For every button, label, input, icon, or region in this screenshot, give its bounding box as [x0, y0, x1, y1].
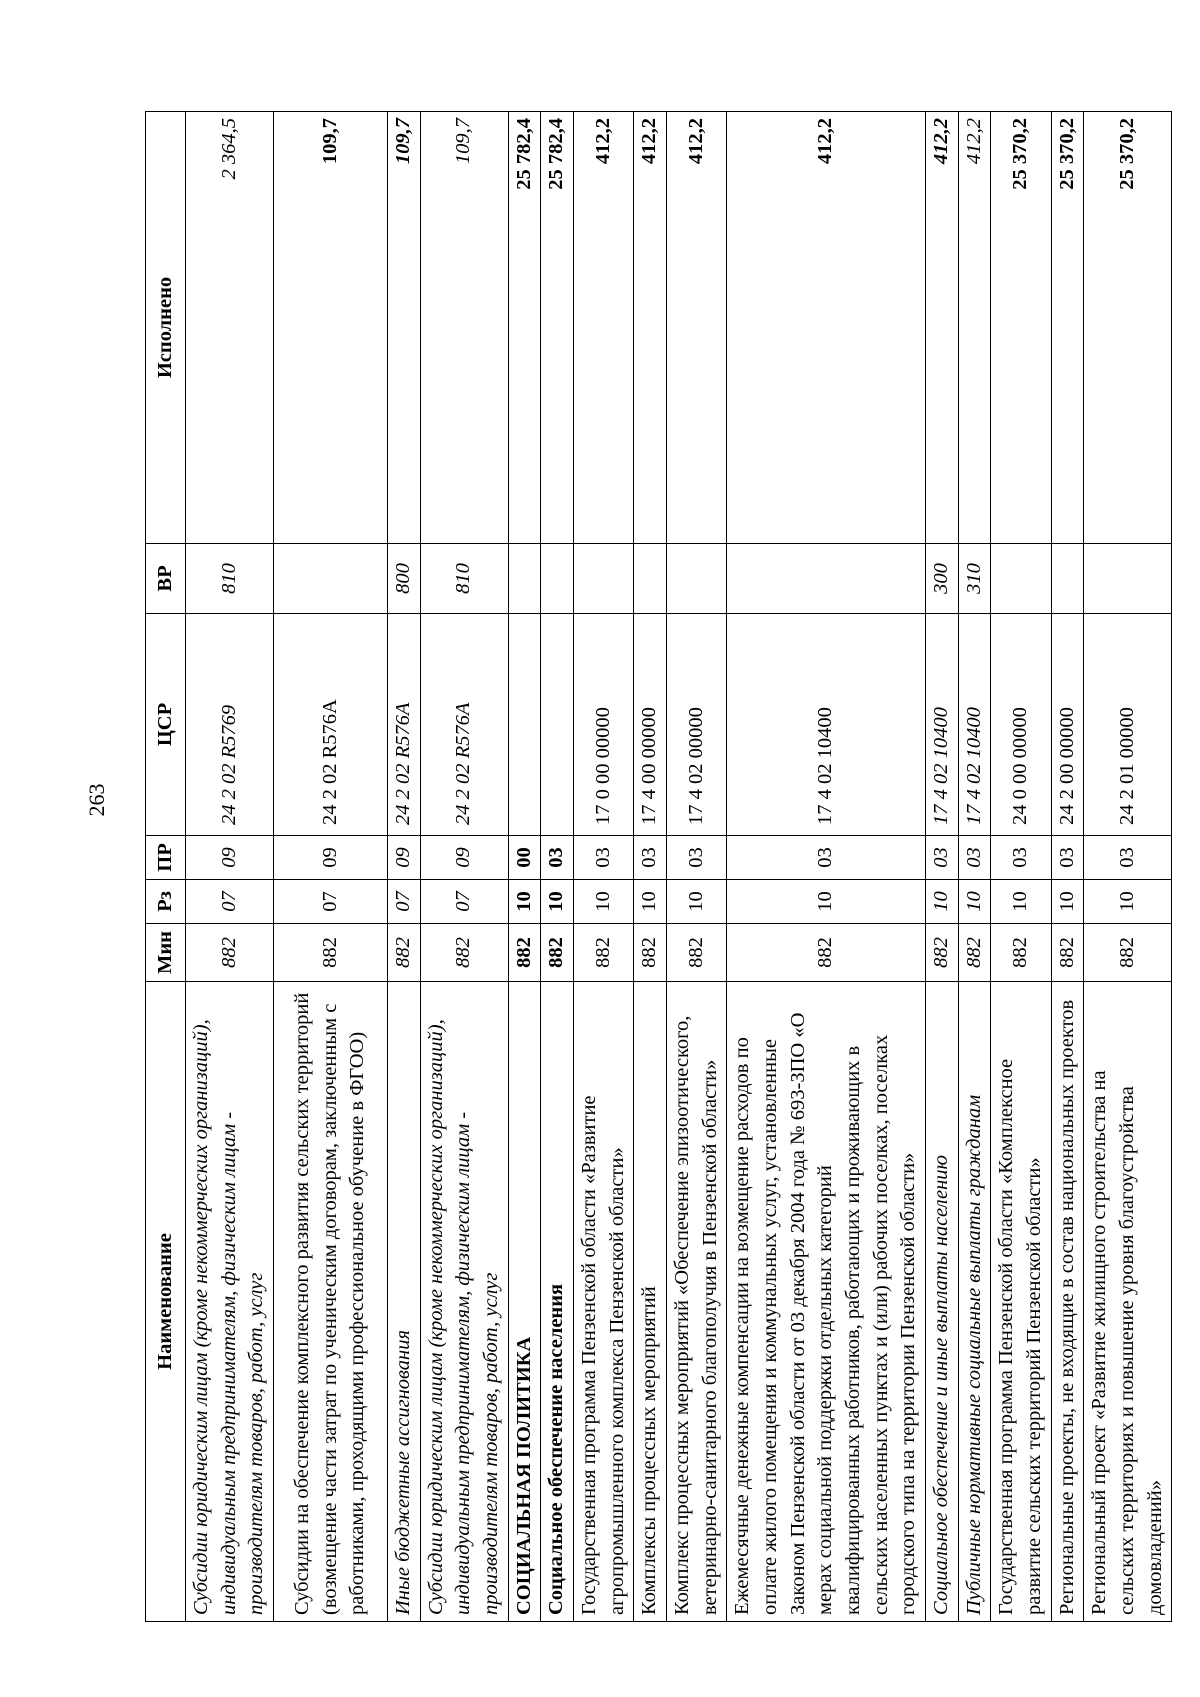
cell-rz: 10: [574, 880, 634, 924]
cell-min: 882: [541, 924, 574, 982]
cell-name: Региональный проект «Развитие жилищного строительства на сельских территориях и повышение уровня благоустройства домовладений»: [1084, 982, 1172, 1622]
cell-min: 882: [1084, 924, 1172, 982]
cell-name: Иные бюджетные ассигнования: [388, 982, 421, 1622]
cell-pr: 03: [1084, 836, 1172, 880]
cell-name: Государственная программа Пензенской области «Комплексное развитие сельских территорий Пензенской области»: [991, 982, 1051, 1622]
cell-min: 882: [634, 924, 667, 982]
cell-csr: 24 2 00 00000: [1051, 614, 1084, 836]
cell-min: 882: [508, 924, 541, 982]
table-row: [274, 112, 388, 1622]
header-rz: Рз: [146, 880, 186, 924]
table-row: [541, 112, 574, 1622]
cell-executed: 2 364,5: [186, 112, 274, 544]
table-row: [1051, 112, 1084, 1622]
cell-min: 882: [186, 924, 274, 982]
rotated-table-container: [145, 112, 1166, 1622]
cell-csr: 24 2 02 R576А: [388, 614, 421, 836]
cell-csr: 24 2 01 00000: [1084, 614, 1172, 836]
table-row: [958, 112, 991, 1622]
cell-csr: 24 2 02 R576А: [274, 614, 388, 836]
table-row: [388, 112, 421, 1622]
cell-rz: 10: [991, 880, 1051, 924]
cell-pr: 03: [1051, 836, 1084, 880]
page-number: 263: [84, 783, 109, 817]
cell-min: 882: [274, 924, 388, 982]
cell-rz: 10: [667, 880, 727, 924]
cell-rz: 10: [926, 880, 959, 924]
cell-min: 882: [420, 924, 508, 982]
cell-rz: 07: [388, 880, 421, 924]
cell-name: Государственная программа Пензенской области «Развитие агропромышленного комплекса Пензенской области»: [574, 982, 634, 1622]
cell-pr: 03: [634, 836, 667, 880]
cell-executed: 412,2: [667, 112, 727, 544]
header-csr: ЦСР: [146, 614, 186, 836]
cell-csr: 17 4 02 10400: [926, 614, 959, 836]
cell-rz: 10: [508, 880, 541, 924]
header-name: Наименование: [146, 982, 186, 1622]
cell-executed: 109,7: [388, 112, 421, 544]
table-row: [634, 112, 667, 1622]
cell-executed: 25 782,4: [541, 112, 574, 544]
cell-vr: [508, 544, 541, 614]
cell-name: Социальное обеспечение населения: [541, 982, 574, 1622]
cell-pr: 03: [541, 836, 574, 880]
cell-csr: 17 4 00 00000: [634, 614, 667, 836]
table-header-row: [146, 112, 186, 1622]
table-row: [667, 112, 727, 1622]
cell-pr: 09: [186, 836, 274, 880]
cell-vr: [274, 544, 388, 614]
cell-executed: 412,2: [634, 112, 667, 544]
cell-rz: 10: [634, 880, 667, 924]
cell-rz: 10: [958, 880, 991, 924]
table-row: [727, 112, 926, 1622]
cell-rz: 07: [186, 880, 274, 924]
table-row: [186, 112, 274, 1622]
cell-name: СОЦИАЛЬНАЯ ПОЛИТИКА: [508, 982, 541, 1622]
cell-name: Региональные проекты, не входящие в состав национальных проектов: [1051, 982, 1084, 1622]
cell-min: 882: [958, 924, 991, 982]
cell-rz: 10: [727, 880, 926, 924]
cell-min: 882: [667, 924, 727, 982]
cell-vr: [1084, 544, 1172, 614]
cell-csr: 24 0 00 00000: [991, 614, 1051, 836]
cell-name: Ежемесячные денежные компенсации на возмещение расходов по оплате жилого помещения и коммунальных услуг, установленные Законом Пензенской области от 03 декабря 2004 года № 693-ЗПО «О мерах социальной поддержки отдельных категорий квалифицированных работников, работающих и проживающих в сельских населенных пунктах и (или) рабочих поселках, поселках городского типа на территории Пензенской области»: [727, 982, 926, 1622]
table-body: [186, 112, 1172, 1622]
cell-rz: 07: [420, 880, 508, 924]
cell-pr: 00: [508, 836, 541, 880]
table-row: [420, 112, 508, 1622]
cell-vr: 310: [958, 544, 991, 614]
cell-executed: 109,7: [274, 112, 388, 544]
cell-vr: [727, 544, 926, 614]
cell-csr: 17 4 02 10400: [727, 614, 926, 836]
table-row: [508, 112, 541, 1622]
cell-vr: [634, 544, 667, 614]
cell-executed: 25 782,4: [508, 112, 541, 544]
header-vr: ВР: [146, 544, 186, 614]
cell-pr: 03: [574, 836, 634, 880]
cell-vr: [991, 544, 1051, 614]
cell-csr: 24 2 02 R576А: [420, 614, 508, 836]
cell-executed: 25 370,2: [1084, 112, 1172, 544]
cell-rz: 10: [1051, 880, 1084, 924]
cell-pr: 03: [926, 836, 959, 880]
cell-min: 882: [991, 924, 1051, 982]
cell-rz: 10: [541, 880, 574, 924]
cell-executed: 412,2: [727, 112, 926, 544]
cell-vr: [541, 544, 574, 614]
cell-csr: 17 0 00 00000: [574, 614, 634, 836]
header-pr: ПР: [146, 836, 186, 880]
cell-min: 882: [1051, 924, 1084, 982]
header-min: Мин: [146, 924, 186, 982]
cell-pr: 09: [274, 836, 388, 880]
cell-csr: [508, 614, 541, 836]
cell-csr: 24 2 02 R5769: [186, 614, 274, 836]
cell-rz: 07: [274, 880, 388, 924]
cell-min: 882: [388, 924, 421, 982]
table-row: [574, 112, 634, 1622]
cell-pr: 09: [420, 836, 508, 880]
cell-csr: 17 4 02 00000: [667, 614, 727, 836]
cell-vr: [667, 544, 727, 614]
cell-vr: 810: [420, 544, 508, 614]
cell-pr: 03: [667, 836, 727, 880]
cell-rz: 10: [1084, 880, 1172, 924]
cell-pr: 03: [958, 836, 991, 880]
cell-vr: [574, 544, 634, 614]
cell-csr: 17 4 02 10400: [958, 614, 991, 836]
cell-executed: 25 370,2: [991, 112, 1051, 544]
cell-pr: 09: [388, 836, 421, 880]
cell-executed: 412,2: [926, 112, 959, 544]
cell-min: 882: [727, 924, 926, 982]
cell-name: Субсидии на обеспечение комплексного развития сельских территорий (возмещение части затрат по ученическим договорам, заключенным с работниками, проходящими профессиональное обучение в ФГОО): [274, 982, 388, 1622]
cell-executed: 25 370,2: [1051, 112, 1084, 544]
cell-min: 882: [574, 924, 634, 982]
cell-vr: [1051, 544, 1084, 614]
header-executed: Исполнено: [146, 112, 186, 544]
cell-name: Комплексы процессных мероприятий: [634, 982, 667, 1622]
cell-name: Публичные нормативные социальные выплаты гражданам: [958, 982, 991, 1622]
cell-vr: 810: [186, 544, 274, 614]
cell-vr: 300: [926, 544, 959, 614]
cell-pr: 03: [727, 836, 926, 880]
cell-vr: 800: [388, 544, 421, 614]
cell-name: Субсидии юридическим лицам (кроме некоммерческих организаций), индивидуальным предпринимателям, физическим лицам - производителям товаров, работ, услуг: [186, 982, 274, 1622]
cell-name: Комплекс процессных мероприятий «Обеспечение эпизоотического, ветеринарно-санитарного благополучия в Пензенской области»: [667, 982, 727, 1622]
table-row: [1084, 112, 1172, 1622]
cell-executed: 109,7: [420, 112, 508, 544]
cell-min: 882: [926, 924, 959, 982]
cell-executed: 412,2: [574, 112, 634, 544]
cell-executed: 412,2: [958, 112, 991, 544]
table-row: [991, 112, 1051, 1622]
cell-csr: [541, 614, 574, 836]
cell-name: Социальное обеспечение и иные выплаты населению: [926, 982, 959, 1622]
cell-pr: 03: [991, 836, 1051, 880]
budget-table: [145, 111, 1172, 1622]
cell-name: Субсидии юридическим лицам (кроме некоммерческих организаций), индивидуальным предпринимателям, физическим лицам - производителям товаров, работ, услуг: [420, 982, 508, 1622]
table-row: [926, 112, 959, 1622]
